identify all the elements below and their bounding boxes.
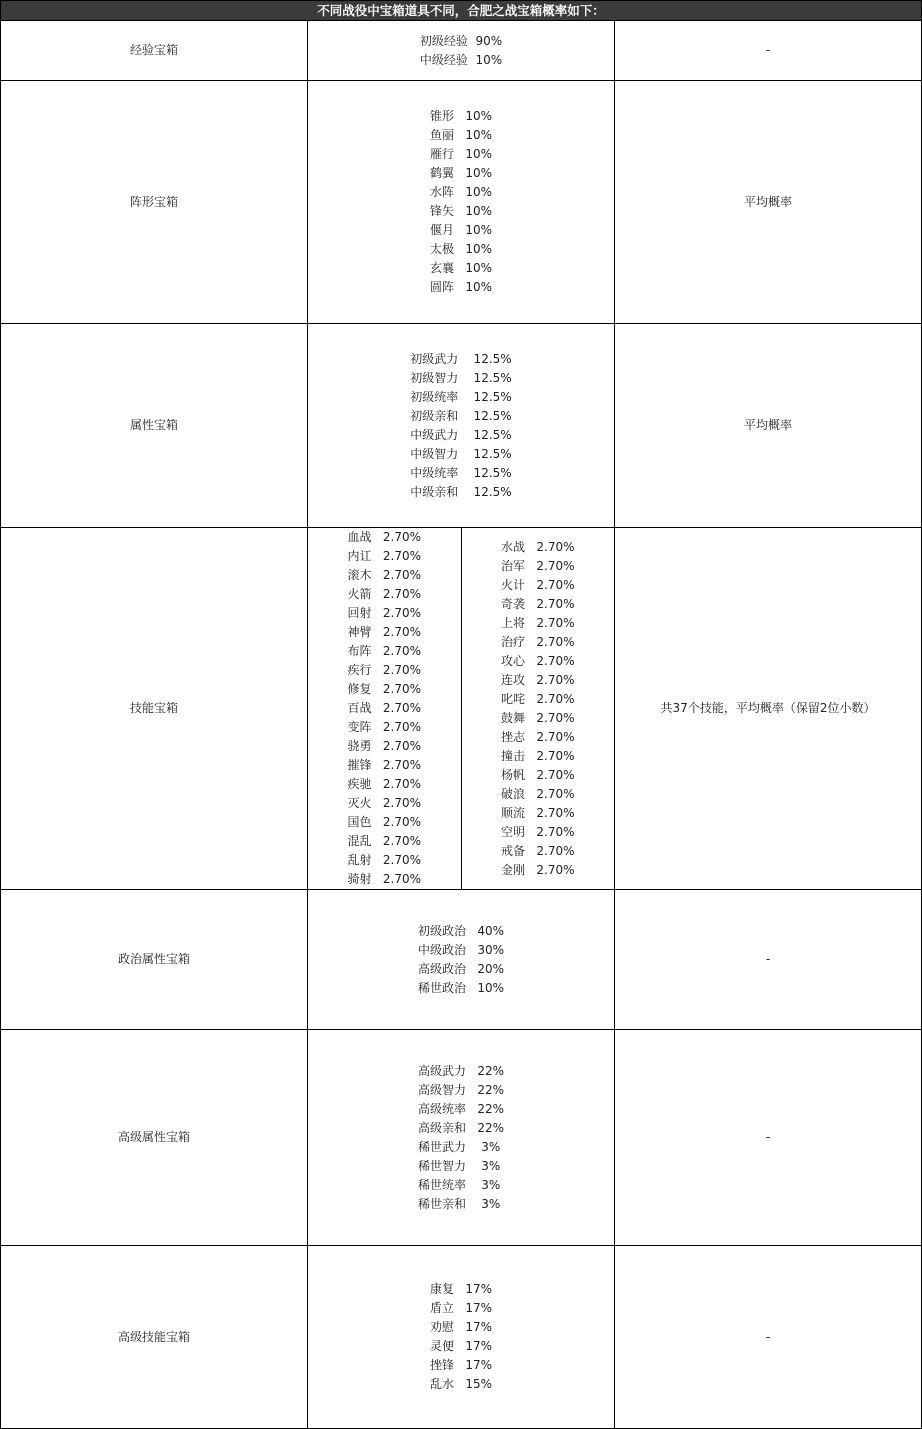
- list-item: 火箭 2.70%: [347, 587, 422, 601]
- list-item: 攻心 2.70%: [500, 653, 575, 668]
- chest-name: 属性宝箱: [1, 324, 308, 528]
- list-item: 乱水 15%: [429, 1377, 493, 1391]
- list-item: 鹤翼 10%: [429, 166, 493, 180]
- chest-items-list: [501, 538, 575, 880]
- list-item: 锋矢 10%: [429, 204, 493, 218]
- list-item: 布阵 2.70%: [347, 644, 422, 658]
- list-item: 高级武力 22%: [417, 1063, 505, 1078]
- chest-items-list: [430, 107, 492, 297]
- list-item: 稀世政治 10%: [417, 980, 505, 995]
- table-header-row: [1, 1, 922, 21]
- list-item: 高级智力 22%: [417, 1082, 505, 1097]
- list-item: 灵便 17%: [429, 1339, 493, 1353]
- chest-items-list: [347, 528, 421, 889]
- table-title: 不同战役中宝箱道具不同，合肥之战宝箱概率如下：: [1, 1, 922, 21]
- chest-note: -: [615, 1246, 922, 1429]
- list-item: 百战 2.70%: [347, 701, 422, 715]
- chest-items-cell: [308, 21, 615, 81]
- chest-items-cell: [308, 324, 615, 528]
- chest-items-cell: [308, 1030, 615, 1246]
- list-item: 火计 2.70%: [500, 577, 575, 592]
- list-item: 稀世亲和 3%: [417, 1196, 501, 1211]
- list-item: 鼓舞 2.70%: [500, 710, 575, 725]
- chest-items-cell: [308, 890, 615, 1030]
- list-item: 变阵 2.70%: [347, 720, 422, 734]
- list-item: 初级亲和 12.5%: [410, 408, 512, 423]
- list-item: 血战 2.70%: [347, 530, 422, 544]
- chest-note: 平均概率: [615, 81, 922, 324]
- list-item: 稀世武力 3%: [417, 1139, 501, 1154]
- chest-items-list: [410, 350, 511, 502]
- list-item: 高级亲和 22%: [417, 1120, 505, 1135]
- list-item: 中级亲和 12.5%: [410, 484, 512, 499]
- list-item: 初级经验 90%: [419, 33, 503, 48]
- list-item: 乱射 2.70%: [347, 853, 422, 867]
- list-item: 戒备 2.70%: [500, 843, 575, 858]
- skill-columns: [308, 528, 614, 889]
- list-item: 顺流 2.70%: [500, 805, 575, 820]
- table-row: [1, 324, 922, 528]
- list-item: 混乱 2.70%: [347, 834, 422, 848]
- list-item: 治军 2.70%: [500, 558, 575, 573]
- chest-name: 经验宝箱: [1, 21, 308, 81]
- table-row: [1, 1246, 922, 1429]
- list-item: 挫锋 17%: [429, 1358, 493, 1372]
- list-item: 杨帆 2.70%: [500, 767, 575, 782]
- table-row: [1, 528, 922, 890]
- list-item: 骁勇 2.70%: [347, 739, 422, 753]
- list-item: 挫志 2.70%: [500, 729, 575, 744]
- chest-note: -: [615, 890, 922, 1030]
- list-item: 水阵 10%: [429, 185, 493, 199]
- list-item: 空明 2.70%: [500, 824, 575, 839]
- list-item: 上将 2.70%: [500, 615, 575, 630]
- table-row: [1, 1030, 922, 1246]
- list-item: 初级统率 12.5%: [410, 389, 512, 404]
- chest-items-list: [430, 1280, 492, 1394]
- list-item: 稀世智力 3%: [417, 1158, 501, 1173]
- list-item: 圆阵 10%: [429, 280, 493, 294]
- list-item: 回射 2.70%: [347, 606, 422, 620]
- list-item: 中级武力 12.5%: [410, 427, 512, 442]
- list-item: 修复 2.70%: [347, 682, 422, 696]
- chest-name: 政治属性宝箱: [1, 890, 308, 1030]
- list-item: 稀世统率 3%: [417, 1177, 501, 1192]
- list-item: 偃月 10%: [429, 223, 493, 237]
- list-item: 中级政治 30%: [417, 942, 505, 957]
- list-item: 灭火 2.70%: [347, 796, 422, 810]
- list-item: 中级经验 10%: [419, 52, 503, 67]
- chest-note: 共37个技能，平均概率（保留2位小数）: [615, 528, 922, 890]
- chest-name: 高级属性宝箱: [1, 1030, 308, 1246]
- chest-name: 阵形宝箱: [1, 81, 308, 324]
- chest-note: -: [615, 1030, 922, 1246]
- chest-items-list: [418, 922, 504, 998]
- list-item: 太极 10%: [429, 242, 493, 256]
- list-item: 疾行 2.70%: [347, 663, 422, 677]
- list-item: 高级政治 20%: [417, 961, 505, 976]
- list-item: 初级武力 12.5%: [410, 351, 512, 366]
- list-item: 锥形 10%: [429, 109, 493, 123]
- list-item: 康复 17%: [429, 1282, 493, 1296]
- chest-items-cell: [308, 1246, 615, 1429]
- list-item: 疾驰 2.70%: [347, 777, 422, 791]
- skill-column-left: [308, 528, 462, 889]
- chest-items-cell: [308, 528, 615, 890]
- list-item: 劝慰 17%: [429, 1320, 493, 1334]
- list-item: 雁行 10%: [429, 147, 493, 161]
- list-item: 滚木 2.70%: [347, 568, 422, 582]
- chest-items-list: [420, 32, 502, 70]
- list-item: 国色 2.70%: [347, 815, 422, 829]
- chest-name: 技能宝箱: [1, 528, 308, 890]
- list-item: 水战 2.70%: [500, 539, 575, 554]
- chest-name: 高级技能宝箱: [1, 1246, 308, 1429]
- list-item: 破浪 2.70%: [500, 786, 575, 801]
- list-item: 连攻 2.70%: [500, 672, 575, 687]
- chest-note: 平均概率: [615, 324, 922, 528]
- list-item: 治疗 2.70%: [500, 634, 575, 649]
- chest-note: -: [615, 21, 922, 81]
- chest-items-list: [418, 1062, 504, 1214]
- list-item: 初级政治 40%: [417, 923, 505, 938]
- skill-column-right: [462, 528, 615, 889]
- list-item: 骑射 2.70%: [347, 872, 422, 886]
- chest-items-cell: [308, 81, 615, 324]
- table-row: [1, 890, 922, 1030]
- list-item: 高级统率 22%: [417, 1101, 505, 1116]
- list-item: 初级智力 12.5%: [410, 370, 512, 385]
- list-item: 中级智力 12.5%: [410, 446, 512, 461]
- list-item: 神臂 2.70%: [347, 625, 422, 639]
- table-row: [1, 81, 922, 324]
- list-item: 玄襄 10%: [429, 261, 493, 275]
- list-item: 中级统率 12.5%: [410, 465, 512, 480]
- list-item: 内讧 2.70%: [347, 549, 422, 563]
- list-item: 奇袭 2.70%: [500, 596, 575, 611]
- table-row: [1, 21, 922, 81]
- list-item: 鱼丽 10%: [429, 128, 493, 142]
- list-item: 撞击 2.70%: [500, 748, 575, 763]
- list-item: 摧锋 2.70%: [347, 758, 422, 772]
- list-item: 叱咤 2.70%: [500, 691, 575, 706]
- list-item: 金刚 2.70%: [500, 862, 575, 877]
- list-item: 盾立 17%: [429, 1301, 493, 1315]
